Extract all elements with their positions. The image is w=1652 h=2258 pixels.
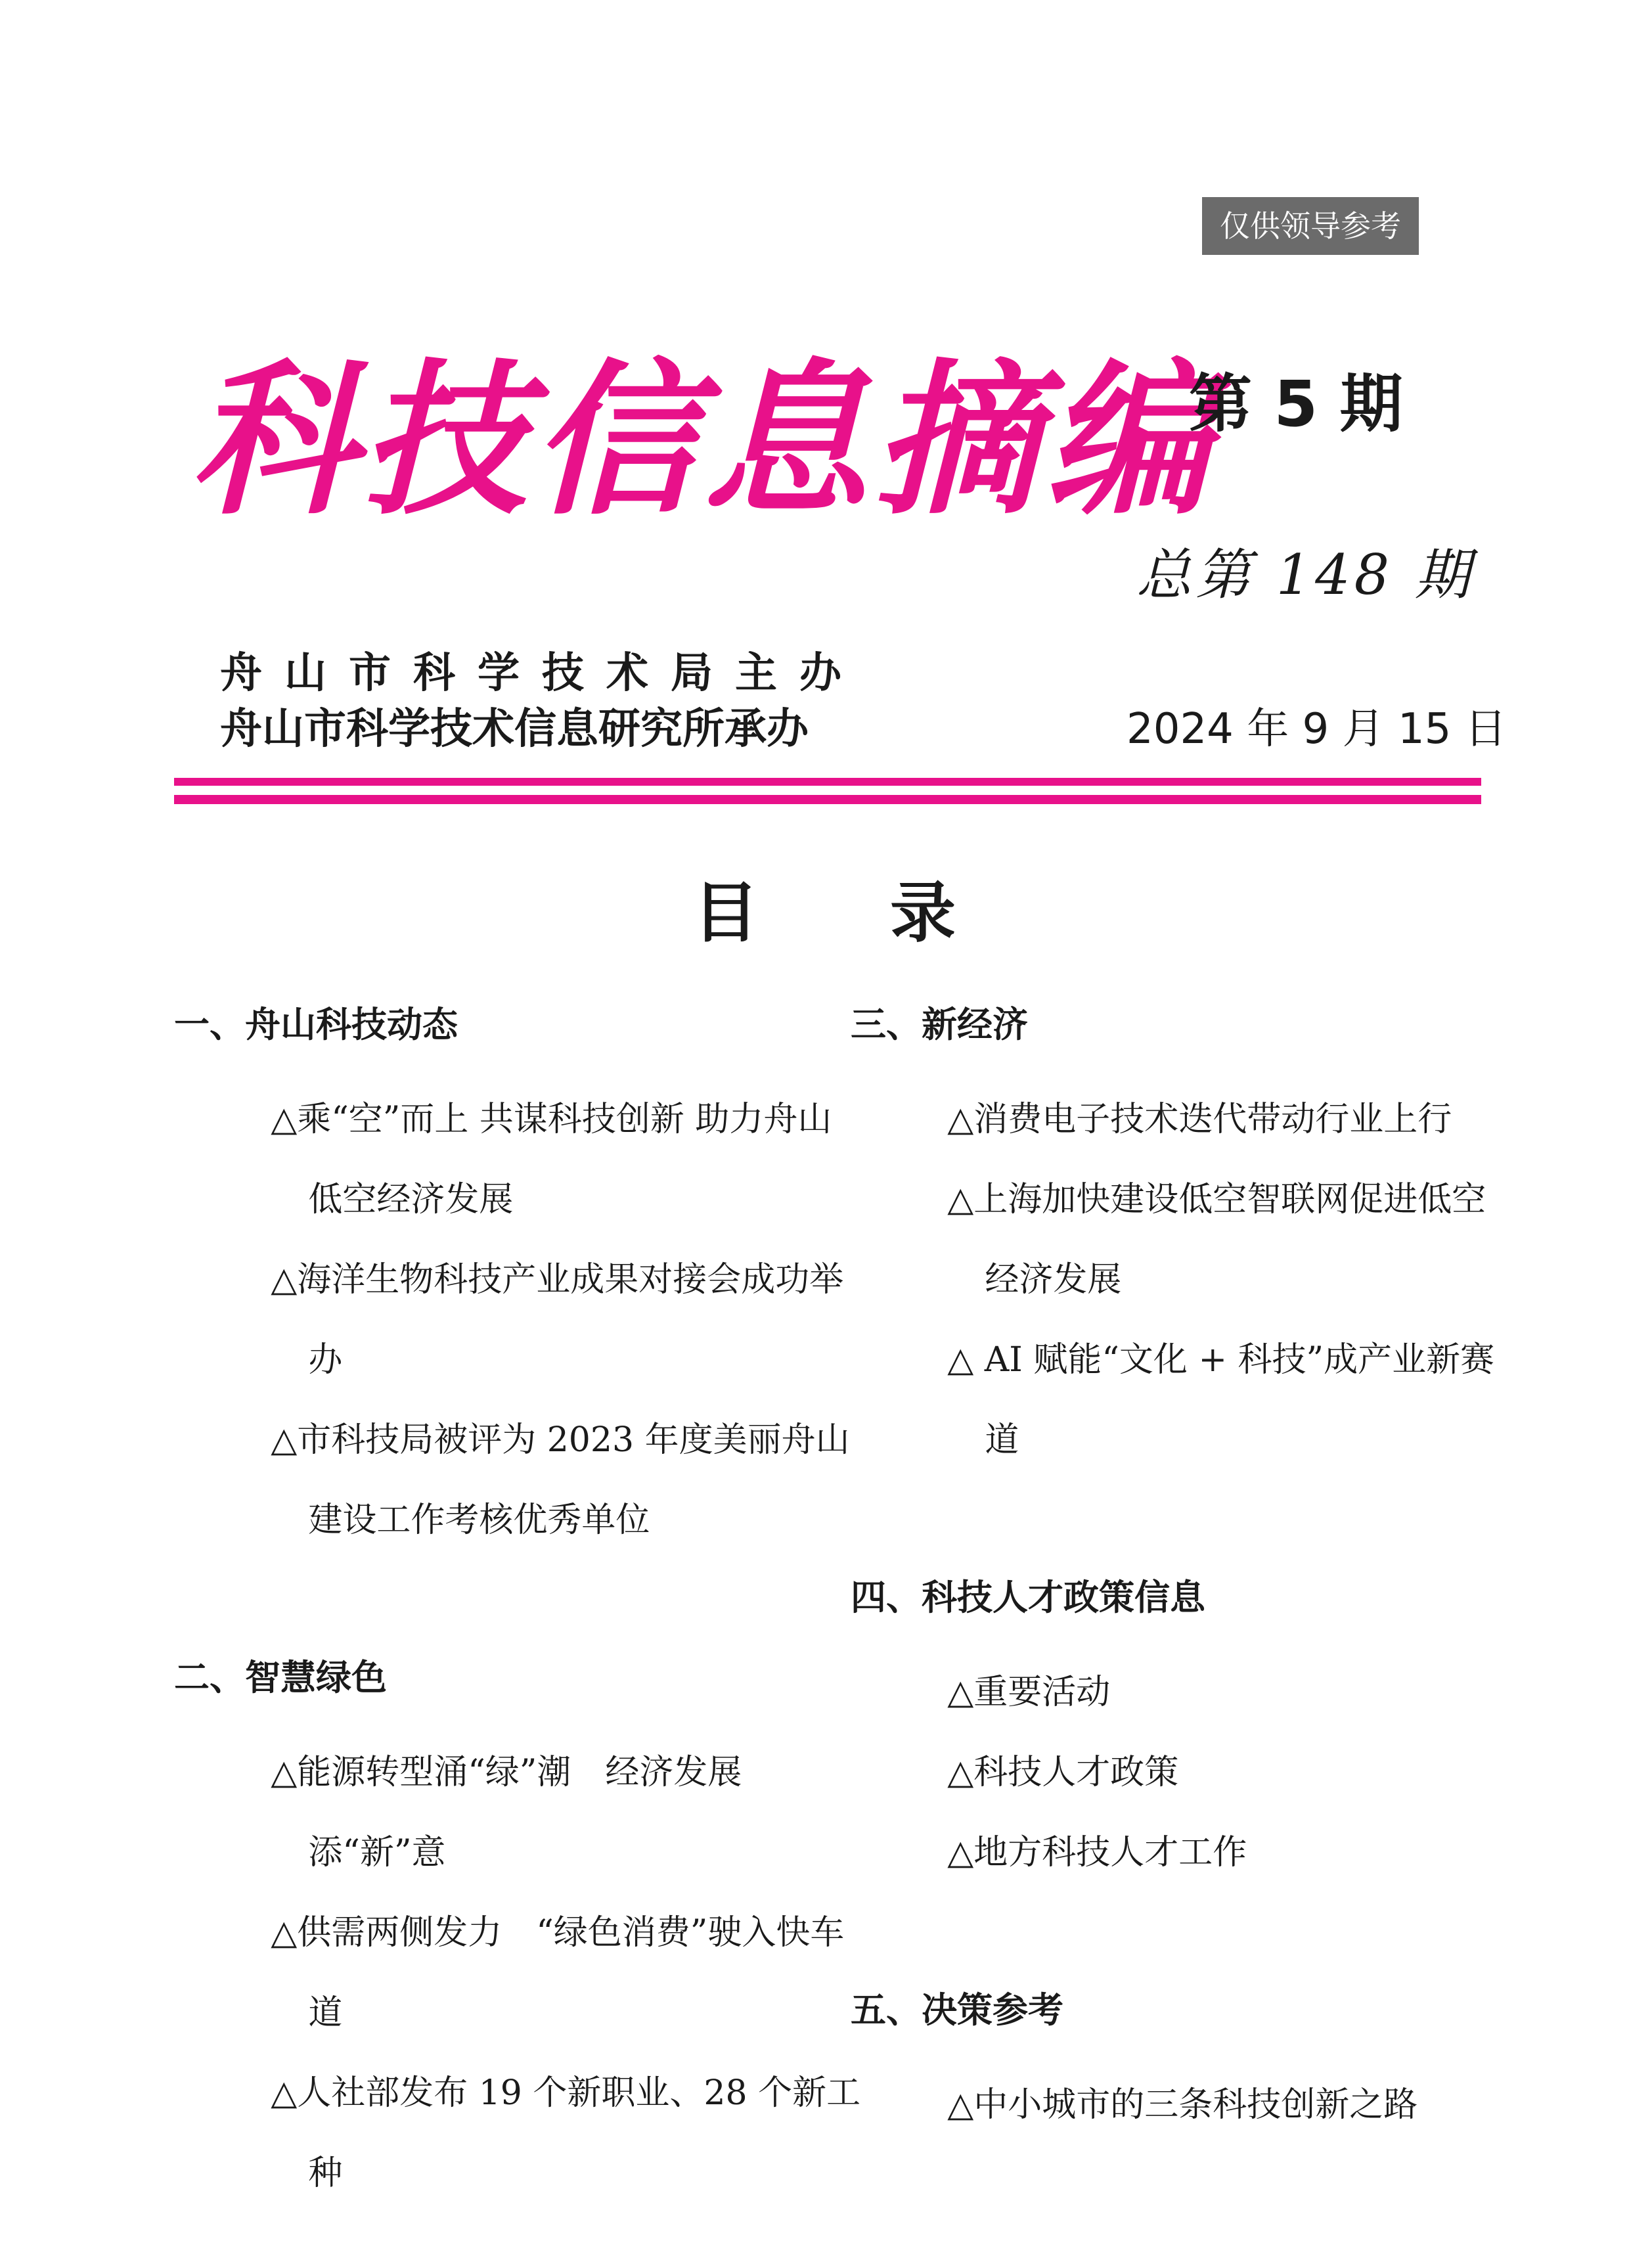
toc-item[interactable]: △上海加快建设低空智联网促进低空经济发展 [947, 1180, 1486, 1299]
header-rule-top [174, 778, 1481, 786]
toc-item[interactable]: △人社部发布 19 个新职业、28 个新工种 [271, 2073, 861, 2193]
toc-item[interactable]: △消费电子技术迭代带动行业上行 [947, 1100, 1452, 1139]
toc-section-heading[interactable]: 四、科技人才政策信息 [851, 1577, 1205, 1618]
toc-section-heading[interactable]: 五、决策参考 [851, 1989, 1063, 2031]
toc-item[interactable]: △市科技局被评为 2023 年度美丽舟山建设工作考核优秀单位 [271, 1420, 850, 1540]
organizer-line: 舟山市科学技术信息研究所承办 [220, 705, 809, 754]
toc-section [851, 1987, 1507, 2145]
toc-item[interactable]: △供需两侧发力 “绿色消费”驶入快车道 [271, 1913, 845, 2033]
toc-section-heading[interactable]: 一、舟山科技动态 [174, 1004, 458, 1045]
toc-item[interactable]: △海洋生物科技产业成果对接会成功举办 [271, 1260, 844, 1380]
toc-section-heading[interactable]: 二、智慧绿色 [174, 1657, 387, 1698]
header-rule-bottom [174, 795, 1481, 804]
toc-section-heading[interactable]: 三、新经济 [851, 1004, 1028, 1045]
issue-number: 第 5 期 [1189, 367, 1403, 441]
toc-item[interactable]: △重要活动 [947, 1673, 1111, 1712]
toc-column-left [174, 1002, 864, 2213]
restricted-badge: 仅供领导参考 [1202, 197, 1419, 255]
toc-item[interactable]: △乘“空”而上 共谋科技创新 助力舟山低空经济发展 [271, 1100, 832, 1219]
toc-item[interactable]: △ AI 赋能“文化 + 科技”成产业新赛道 [947, 1340, 1495, 1460]
toc-section [851, 1575, 1507, 1893]
section-spacer [174, 1560, 864, 1655]
toc-section [174, 1655, 864, 2213]
total-issue-number: 总第 148 期 [1136, 543, 1474, 607]
toc-item[interactable]: △中小城市的三条科技创新之路 [947, 2085, 1418, 2125]
publish-date: 2024 年 9 月 15 日 [1127, 705, 1507, 754]
toc-column-right [851, 1002, 1507, 2145]
section-spacer [851, 1893, 1507, 1987]
sponsor-line: 舟山市科学技术局主办 [220, 649, 864, 698]
toc-item[interactable]: △能源转型涌“绿”潮 经济发展添“新”意 [271, 1753, 742, 1872]
toc-item[interactable]: △科技人才政策 [947, 1753, 1179, 1792]
toc-title: 目录 [693, 874, 1087, 951]
masthead-title: 科技信息摘编 [190, 343, 1215, 537]
toc-section [174, 1002, 864, 1560]
section-spacer [851, 1480, 1507, 1575]
toc-section [851, 1002, 1507, 1480]
toc-item[interactable]: △地方科技人才工作 [947, 1833, 1247, 1872]
